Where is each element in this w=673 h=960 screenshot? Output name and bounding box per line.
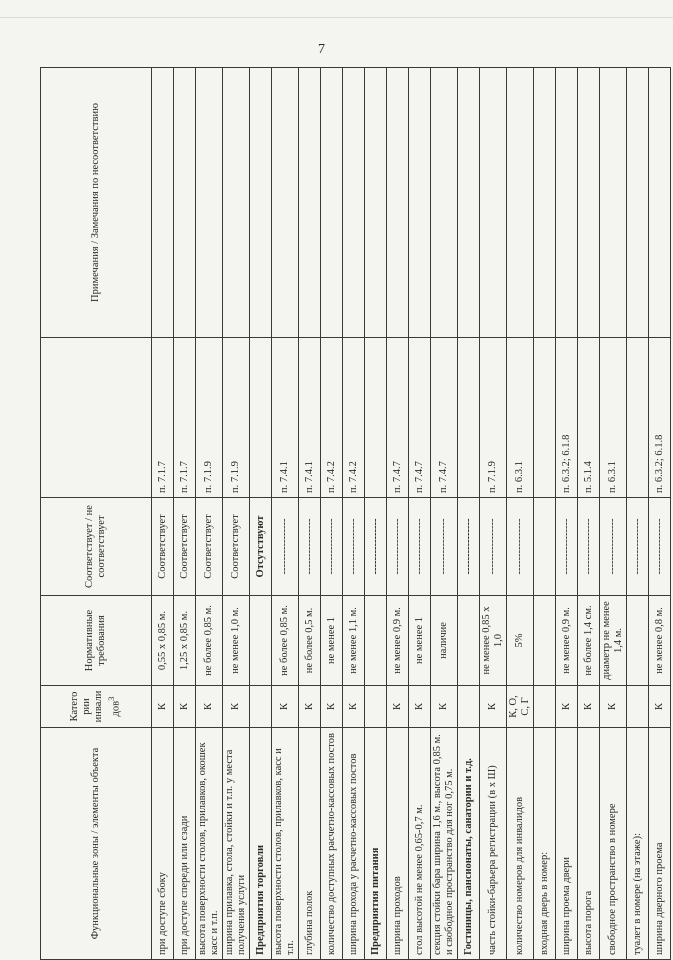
- header-compliance: Соответствует / не соответствует: [41, 498, 152, 596]
- cell-norm: [534, 596, 556, 686]
- section-row: [458, 68, 480, 960]
- cell-note: [250, 68, 272, 338]
- cell-zone: при доступе сбоку: [152, 728, 174, 960]
- cell-category: К: [578, 686, 600, 728]
- cell-zone: ширина проема двери: [556, 728, 578, 960]
- cell-compliance: ----------------: [272, 498, 299, 596]
- cell-note: [480, 68, 507, 338]
- cell-note: [365, 68, 387, 338]
- header-category-label: Категории инвалидов: [69, 690, 122, 723]
- cell-reference: п. 6.3.1: [600, 338, 627, 498]
- cell-category: [458, 686, 480, 728]
- cell-compliance: Соответствует: [223, 498, 250, 596]
- cell-compliance: ----------------: [480, 498, 507, 596]
- cell-zone: входная дверь в номер:: [534, 728, 556, 960]
- cell-note: [223, 68, 250, 338]
- cell-category: К: [480, 686, 507, 728]
- cell-compliance: ----------------: [321, 498, 343, 596]
- header-notes: Примечания / Замечания по несоответствию: [41, 68, 152, 338]
- table-row: [387, 68, 409, 960]
- cell-note: [174, 68, 196, 338]
- cell-norm: не менее 1,0 м.: [223, 596, 250, 686]
- table-row: [480, 68, 507, 960]
- cell-category: [250, 686, 272, 728]
- cell-note: [627, 68, 649, 338]
- cell-reference: п. 7.1.9: [480, 338, 507, 498]
- cell-compliance: Соответствует: [174, 498, 196, 596]
- cell-norm: не менее 1: [409, 596, 431, 686]
- table-row: [321, 68, 343, 960]
- cell-note: [387, 68, 409, 338]
- cell-reference: п. 7.4.2: [343, 338, 365, 498]
- cell-category: К: [556, 686, 578, 728]
- cell-category: [365, 686, 387, 728]
- cell-reference: [534, 338, 556, 498]
- cell-compliance: ----------------: [365, 498, 387, 596]
- cell-reference: п. 7.1.9: [223, 338, 250, 498]
- cell-category: К, О, С, Г: [507, 686, 534, 728]
- cell-norm: [365, 596, 387, 686]
- cell-norm: не более 0,5 м.: [299, 596, 321, 686]
- cell-note: [299, 68, 321, 338]
- cell-norm: не менее 1,1 м.: [343, 596, 365, 686]
- cell-compliance: Соответствует: [196, 498, 223, 596]
- cell-note: [600, 68, 627, 338]
- cell-reference: [365, 338, 387, 498]
- cell-zone: количество номеров для инвалидов: [507, 728, 534, 960]
- header-norm: Нормативные требования: [41, 596, 152, 686]
- cell-compliance: ----------------: [507, 498, 534, 596]
- cell-compliance: ----------------: [343, 498, 365, 596]
- cell-reference: п. 7.4.7: [387, 338, 409, 498]
- cell-compliance: [534, 498, 556, 596]
- section-row: [365, 68, 387, 960]
- cell-reference: п. 7.4.2: [321, 338, 343, 498]
- cell-reference: п. 7.4.7: [431, 338, 458, 498]
- cell-note: [556, 68, 578, 338]
- table-row: [649, 68, 671, 960]
- cell-note: [272, 68, 299, 338]
- table-row: [578, 68, 600, 960]
- table-row: [431, 68, 458, 960]
- cell-norm: 1,25 x 0,85 м.: [174, 596, 196, 686]
- table-row: [556, 68, 578, 960]
- cell-norm: не более 0,85 м.: [196, 596, 223, 686]
- table-header-row: [41, 68, 152, 960]
- cell-note: [152, 68, 174, 338]
- cell-zone: ширина прохода у расчетно-кассовых постов: [343, 728, 365, 960]
- table-row: [174, 68, 196, 960]
- cell-zone: высота поверхности столов, прилавков, касс и т.п.: [272, 728, 299, 960]
- cell-category: К: [196, 686, 223, 728]
- cell-norm: [458, 596, 480, 686]
- cell-category: К: [600, 686, 627, 728]
- cell-reference: [458, 338, 480, 498]
- table-row: [600, 68, 627, 960]
- cell-zone: ширина дверного проема: [649, 728, 671, 960]
- cell-norm: не менее 0,9 м.: [556, 596, 578, 686]
- cell-compliance: ----------------: [600, 498, 627, 596]
- cell-reference: п. 7.4.1: [299, 338, 321, 498]
- cell-reference: п. 7.4.7: [409, 338, 431, 498]
- header-reference: [41, 338, 152, 498]
- cell-reference: [627, 338, 649, 498]
- cell-compliance: ----------------: [299, 498, 321, 596]
- table-row: [507, 68, 534, 960]
- cell-compliance: ----------------: [409, 498, 431, 596]
- table-row: [223, 68, 250, 960]
- cell-norm: не более 1,4 см.: [578, 596, 600, 686]
- cell-zone: глубина полок: [299, 728, 321, 960]
- cell-zone: Предприятия питания: [365, 728, 387, 960]
- cell-note: [321, 68, 343, 338]
- cell-norm: 5%: [507, 596, 534, 686]
- header-zone: Функциональные зоны / элементы объекта: [41, 728, 152, 960]
- cell-norm: диаметр не менее 1,4 м.: [600, 596, 627, 686]
- cell-zone: Предприятия торговли: [250, 728, 272, 960]
- cell-reference: п. 6.3.2; 6.1.8: [649, 338, 671, 498]
- table-row: [299, 68, 321, 960]
- cell-zone: высота порога: [578, 728, 600, 960]
- cell-note: [431, 68, 458, 338]
- cell-compliance: ----------------: [431, 498, 458, 596]
- cell-category: К: [152, 686, 174, 728]
- cell-norm: не более 0,85 м.: [272, 596, 299, 686]
- header-category-sup: 3: [106, 696, 117, 701]
- cell-zone: туалет в номере (на этаже):: [627, 728, 649, 960]
- cell-norm: [250, 596, 272, 686]
- cell-compliance: ----------------: [387, 498, 409, 596]
- cell-reference: п. 7.4.1: [272, 338, 299, 498]
- cell-zone: ширина проходов: [387, 728, 409, 960]
- table-row: [343, 68, 365, 960]
- cell-reference: п. 6.3.1: [507, 338, 534, 498]
- table-row: [152, 68, 174, 960]
- cell-norm: не менее 0,8 м.: [649, 596, 671, 686]
- cell-norm: не менее 0,85 х 1,0: [480, 596, 507, 686]
- cell-compliance: Отсутствуют: [250, 498, 272, 596]
- document-table-frame: [40, 68, 665, 960]
- cell-zone: секция стойки бара ширина 1,6 м., высота 0,85 м. и свободное пространство для ног 0,75 м.: [431, 728, 458, 960]
- cell-zone: Гостиницы, пансионаты, санатории и т.д.: [458, 728, 480, 960]
- cell-category: К: [272, 686, 299, 728]
- cell-zone: свободное пространство в номере: [600, 728, 627, 960]
- cell-note: [534, 68, 556, 338]
- cell-category: К: [299, 686, 321, 728]
- cell-category: К: [343, 686, 365, 728]
- rotated-table-container: [40, 68, 665, 960]
- cell-category: К: [409, 686, 431, 728]
- cell-category: К: [387, 686, 409, 728]
- table-row: [534, 68, 556, 960]
- cell-note: [649, 68, 671, 338]
- cell-category: [534, 686, 556, 728]
- header-category: [41, 686, 152, 728]
- cell-compliance: ----------------: [627, 498, 649, 596]
- scan-edge: [0, 17, 673, 18]
- cell-zone: высота поверхности столов, прилавков, окошек касс и т.п.: [196, 728, 223, 960]
- cell-norm: 0,55 x 0,85 м.: [152, 596, 174, 686]
- cell-reference: [250, 338, 272, 498]
- section-row: [250, 68, 272, 960]
- cell-category: К: [649, 686, 671, 728]
- cell-note: [196, 68, 223, 338]
- cell-reference: п. 6.3.2; 6.1.8: [556, 338, 578, 498]
- table-body: [152, 68, 671, 960]
- cell-compliance: Соответствует: [152, 498, 174, 596]
- cell-category: К: [174, 686, 196, 728]
- table-row: [272, 68, 299, 960]
- page-number: 7: [318, 42, 325, 57]
- cell-zone: количество доступных расчетно-кассовых постов: [321, 728, 343, 960]
- table-row: [409, 68, 431, 960]
- cell-note: [343, 68, 365, 338]
- cell-norm: [627, 596, 649, 686]
- cell-category: К: [223, 686, 250, 728]
- cell-norm: не менее 1: [321, 596, 343, 686]
- cell-reference: п. 7.1.7: [174, 338, 196, 498]
- cell-reference: п. 5.1.4: [578, 338, 600, 498]
- cell-compliance: ----------------: [649, 498, 671, 596]
- table-row: [627, 68, 649, 960]
- cell-zone: стол высотой не менее 0,65-0,7 м.: [409, 728, 431, 960]
- cell-reference: п. 7.1.7: [152, 338, 174, 498]
- cell-norm: не менее 0,9 м.: [387, 596, 409, 686]
- cell-category: [627, 686, 649, 728]
- cell-zone: часть стойки-барьера регистрации (в х Ш): [480, 728, 507, 960]
- cell-note: [578, 68, 600, 338]
- cell-category: К: [431, 686, 458, 728]
- accessibility-table: [40, 67, 671, 960]
- cell-note: [507, 68, 534, 338]
- cell-reference: п. 7.1.9: [196, 338, 223, 498]
- table-row: [196, 68, 223, 960]
- cell-norm: наличие: [431, 596, 458, 686]
- cell-note: [409, 68, 431, 338]
- cell-note: [458, 68, 480, 338]
- cell-compliance: ----------------: [458, 498, 480, 596]
- cell-compliance: ----------------: [556, 498, 578, 596]
- cell-zone: ширина прилавка, стола, стойки и т.п. у места получения услуги: [223, 728, 250, 960]
- cell-category: К: [321, 686, 343, 728]
- cell-zone: при доступе спереди или сзади: [174, 728, 196, 960]
- cell-compliance: ----------------: [578, 498, 600, 596]
